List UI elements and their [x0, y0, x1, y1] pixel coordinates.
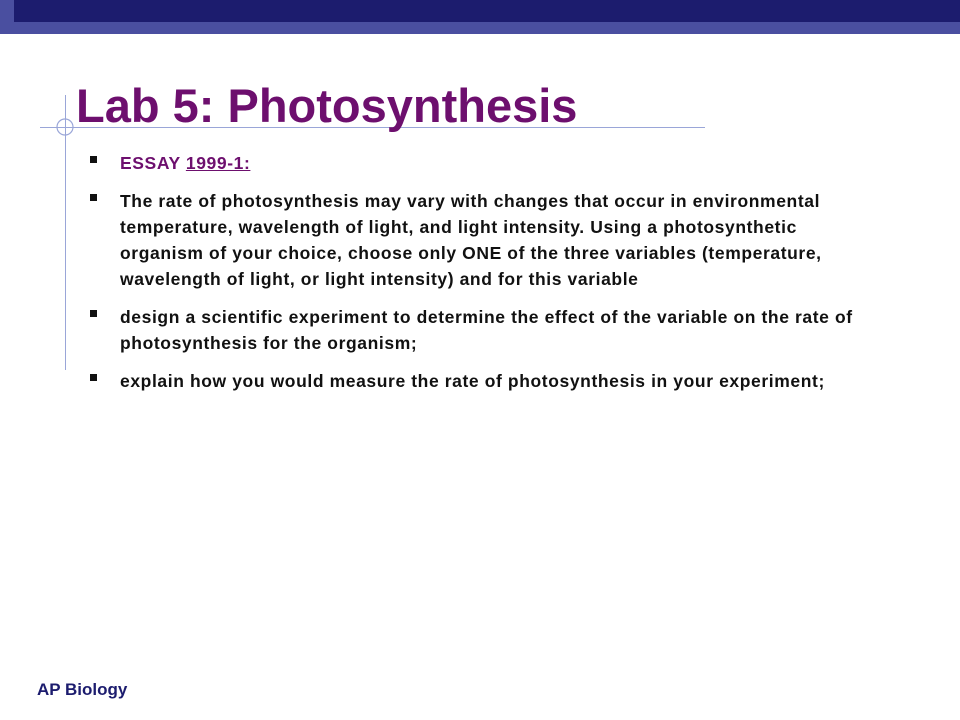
square-bullet-icon — [90, 194, 97, 201]
slide-body — [88, 150, 878, 406]
square-bullet-icon — [90, 374, 97, 381]
essay-label: ESSAY — [120, 153, 181, 173]
bullet-text: The rate of photosynthesis may vary with changes that occur in environmental temperature, wavelength of light, and light intensity. Using a photosynthetic organism of your choice, choose only ONE of the three variables (temperature, wavelength of light, or light intensity) and for this variable — [120, 191, 822, 289]
square-bullet-icon — [90, 156, 97, 163]
header-notch — [0, 0, 14, 34]
bullet-item — [88, 188, 878, 292]
header-bar-dark — [0, 0, 960, 22]
crosshair-circle-icon — [53, 115, 77, 139]
bullet-text: design a scientific experiment to determine the effect of the variable on the rate of photosynthesis for the organism; — [120, 307, 853, 353]
header-bar-light — [0, 22, 960, 34]
square-bullet-icon — [90, 310, 97, 317]
bullet-text: explain how you would measure the rate of photosynthesis in your experiment; — [120, 371, 825, 391]
bullet-essay-heading — [88, 150, 878, 176]
footer-label: AP Biology — [37, 680, 128, 699]
bullet-item — [88, 304, 878, 356]
essay-number: 1999-1: — [185, 153, 251, 173]
slide-title: Lab 5: Photosynthesis — [76, 79, 578, 132]
bullet-item — [88, 368, 878, 394]
